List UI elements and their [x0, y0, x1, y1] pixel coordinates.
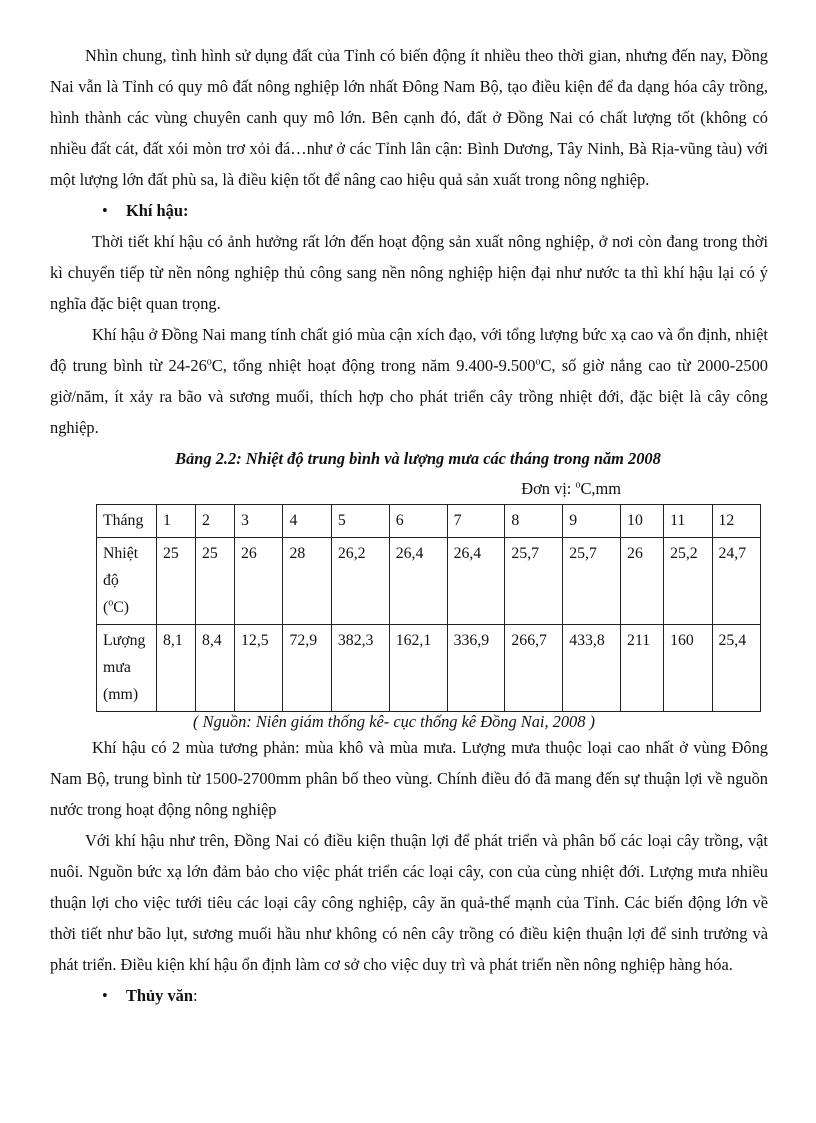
- degree-sup: o: [206, 356, 212, 368]
- bullet-icon: •: [102, 201, 108, 220]
- temperature-cell: 25,7: [563, 538, 621, 625]
- temperature-cell: 26,4: [389, 538, 447, 625]
- climate-text-a: Khí hậu ở Đồng Nai mang tính chất gió mùa cận xích đạo, với tổng lượng bức xạ cao và ổn định, nhiệt độ trung bình từ 24-26: [50, 325, 768, 375]
- rainfall-cell: 12,5: [235, 625, 283, 712]
- rainfall-cell: 160: [664, 625, 712, 712]
- temp-label-close: C): [113, 599, 130, 616]
- month-cell: 6: [389, 505, 447, 538]
- temperature-cell: 25: [196, 538, 235, 625]
- rain-label-line3: (mm): [103, 686, 139, 703]
- rainfall-cell: 382,3: [331, 625, 389, 712]
- table-unit: [50, 474, 768, 504]
- temperature-cell: 24,7: [712, 538, 761, 625]
- temperature-cell: 25: [157, 538, 196, 625]
- month-cell: 2: [196, 505, 235, 538]
- unit-prefix: Đơn vị:: [521, 479, 576, 498]
- heading-climate: [50, 195, 768, 226]
- table-row-rainfall: [97, 625, 761, 712]
- climate-text-b: C, tổng nhiệt hoạt động trong năm 9.400-9.500: [211, 356, 536, 375]
- month-cell: 3: [235, 505, 283, 538]
- heading-hydrology-text: Thủy văn: [126, 986, 193, 1005]
- temperature-cell: 25,7: [505, 538, 563, 625]
- degree-sup: o: [535, 356, 541, 368]
- temp-label-sup: o: [108, 597, 114, 609]
- rainfall-cell: 72,9: [283, 625, 331, 712]
- bullet-icon: •: [102, 986, 108, 1005]
- temp-label-open: (: [103, 599, 109, 616]
- paragraph-climate-importance: Thời tiết khí hậu có ảnh hưởng rất lớn đến hoạt động sản xuất nông nghiệp, ở nơi còn đang trong thời kì chuyển tiếp từ nền nông nghiệp thủ công sang nền nông nghiệp hiện đại như nước ta thì khí hậu lại có ý nghĩa đặc biệt quan trọng.: [50, 232, 768, 313]
- heading-hydrology-colon: :: [192, 986, 198, 1005]
- month-cell: 10: [621, 505, 664, 538]
- rainfall-cell: 25,4: [712, 625, 761, 712]
- paragraph-climate-characteristics: [50, 319, 768, 443]
- paragraph-climate-advantages: Với khí hậu như trên, Đồng Nai có điều kiện thuận lợi để phát triển và phân bố các loại cây trồng, vật nuôi. Nguồn bức xạ lớn đảm bảo cho việc phát triển các loại cây, con của cùng nhiệt đới. Lượng mưa nhiều thuận lợi cho việc tưới tiêu các loại cây công nghiệp, cây ăn quả-thế mạnh của Tỉnh. Các biến động lớn về thời tiết như bão lụt, sương muối hầu như không có nên cây trồng có điều kiện thuận lợi để sinh trưởng và phát triển. Điều kiện khí hậu ổn định làm cơ sở cho việc duy trì và phát triển nền nông nghiệp hàng hóa.: [50, 831, 768, 974]
- rainfall-cell: 162,1: [389, 625, 447, 712]
- temperature-cell: 26: [235, 538, 283, 625]
- heading-climate-text: Khí hậu:: [126, 201, 189, 220]
- month-cell: 4: [283, 505, 331, 538]
- temperature-cell: 26,4: [447, 538, 505, 625]
- month-cell: 11: [664, 505, 712, 538]
- heading-hydrology: [50, 980, 768, 1011]
- table-source: ( Nguồn: Niên giám thống kê- cục thống kê Đồng Nai, 2008 ): [193, 712, 595, 731]
- table-caption: Bảng 2.2: Nhiệt độ trung bình và lượng mưa các tháng trong năm 2008: [175, 449, 661, 468]
- paragraph-seasons: Khí hậu có 2 mùa tương phản: mùa khô và mùa mưa. Lượng mưa thuộc loại cao nhất ở vùng Đông Nam Bộ, trung bình từ 1500-2700mm phân bố theo vùng. Chính điều đó đã mang đến sự thuận lợi về nguồn nước trong hoạt động nông nghiệp: [50, 738, 768, 819]
- paragraph-land-use: Nhìn chung, tình hình sử dụng đất của Tỉnh có biến động ít nhiều theo thời gian, nhưng đến nay, Đồng Nai vẫn là Tỉnh có quy mô đất nông nghiệp lớn nhất Đông Nam Bộ, tạo điều kiện để đa dạng hóa cây trồng, hình thành các vùng chuyên canh quy mô lớn. Bên cạnh đó, đất ở Đồng Nai có chất lượng tốt (không có nhiều đất cát, đất xói mòn trơ xỏi đá…như ở các Tỉnh lân cận: Bình Dương, Tây Ninh, Bà Rịa-vũng tàu) với một lượng lớn đất phù sa, là điều kiện tốt để nâng cao hiệu quả sản xuất trong nông nghiệp.: [50, 46, 768, 189]
- rainfall-cell: 211: [621, 625, 664, 712]
- temperature-label: [97, 538, 157, 625]
- table-row-temperature: [97, 538, 761, 625]
- month-cell: 5: [331, 505, 389, 538]
- rainfall-cell: 433,8: [563, 625, 621, 712]
- rainfall-cell: 8,1: [157, 625, 196, 712]
- table-row-months: [97, 505, 761, 538]
- month-cell: 7: [447, 505, 505, 538]
- temperature-cell: 28: [283, 538, 331, 625]
- month-cell: 1: [157, 505, 196, 538]
- climate-table: [96, 504, 761, 712]
- unit-suffix: C,mm: [580, 479, 621, 498]
- month-cell: 9: [563, 505, 621, 538]
- month-cell: 8: [505, 505, 563, 538]
- temperature-cell: 26: [621, 538, 664, 625]
- climate-text-c: C, số giờ nắng cao từ 2000-2500 giờ/năm, ít xảy ra bão và sương muối, thích hợp cho phát triển cây trồng nhiệt đới, đặc biệt là cây công nghiệp.: [50, 356, 768, 437]
- rain-label-line1: Lượng: [103, 632, 146, 649]
- temperature-cell: 26,2: [331, 538, 389, 625]
- temp-label-line1: Nhiệt: [103, 545, 139, 562]
- temp-label-line2: độ: [103, 572, 119, 589]
- header-label: Tháng: [97, 505, 157, 538]
- document-page: [50, 40, 768, 1011]
- rainfall-label: [97, 625, 157, 712]
- rainfall-cell: 8,4: [196, 625, 235, 712]
- temperature-cell: 25,2: [664, 538, 712, 625]
- rainfall-cell: 336,9: [447, 625, 505, 712]
- rain-label-line2: mưa: [103, 659, 131, 676]
- unit-sup: o: [575, 479, 581, 491]
- month-cell: 12: [712, 505, 761, 538]
- rainfall-cell: 266,7: [505, 625, 563, 712]
